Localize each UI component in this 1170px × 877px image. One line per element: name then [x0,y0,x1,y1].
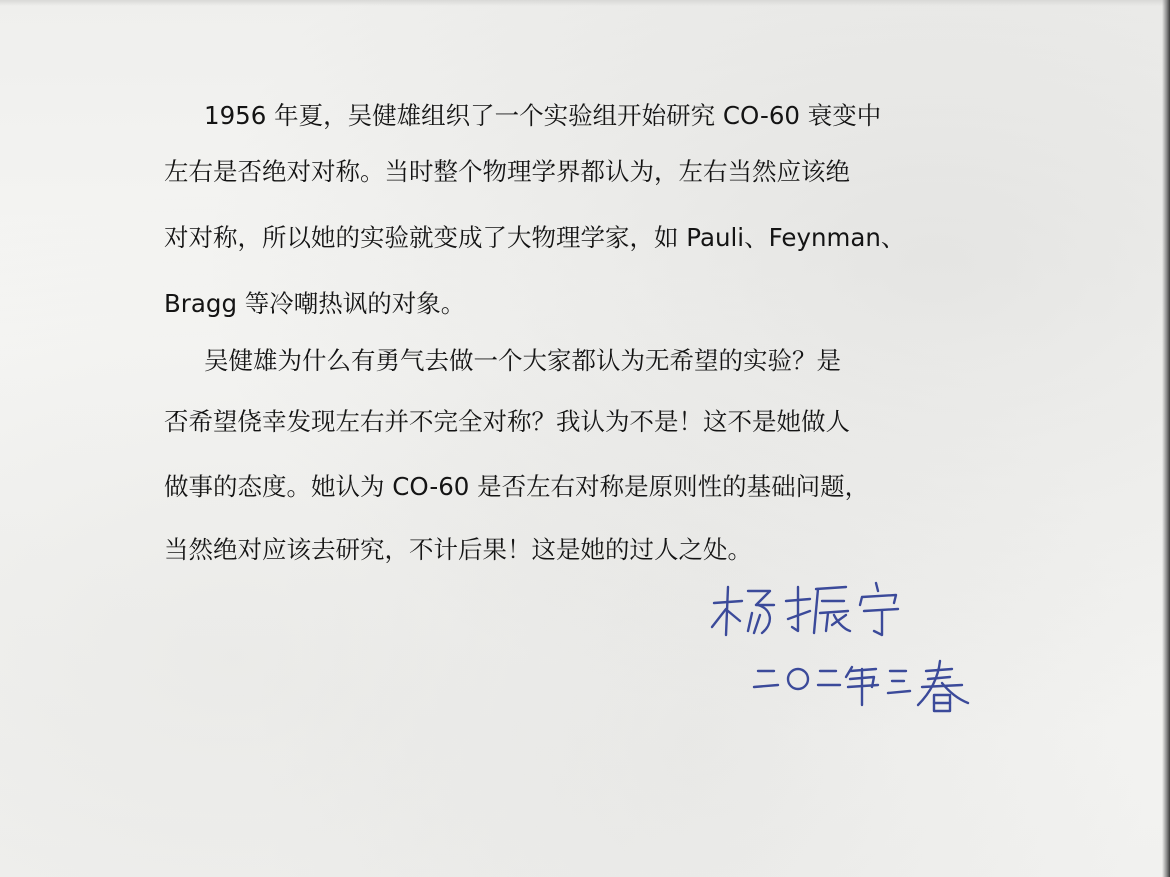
paragraph-1-line-4: Bragg 等冷嘲热讽的对象。 [164,289,466,318]
paragraph-2-line-1: 吴健雄为什么有勇气去做一个大家都认为无希望的实验？是 [204,346,841,375]
paragraph-1-line-3: 对对称，所以她的实验就变成了大物理学家，如 Pauli、Feynman、 [164,223,906,252]
handwritten-signature [700,575,990,735]
scan-shadow-right [1162,0,1170,877]
paragraph-1-line-2: 左右是否绝对对称。当时整个物理学界都认为，左右当然应该绝 [164,157,850,186]
paragraph-1-line-1: 1956 年夏，吴健雄组织了一个实验组开始研究 CO-60 衰变中 [204,101,882,130]
signature-drawing [700,575,990,735]
paragraph-2-line-4: 当然绝对应该去研究，不计后果！这是她的过人之处。 [164,535,752,564]
paragraph-2-line-2: 否希望侥幸发现左右并不完全对称？我认为不是！这不是她做人 [164,407,850,436]
paragraph-2-line-3: 做事的态度。她认为 CO-60 是否左右对称是原则性的基础问题， [164,472,870,501]
scan-shadow-top [0,0,1170,6]
